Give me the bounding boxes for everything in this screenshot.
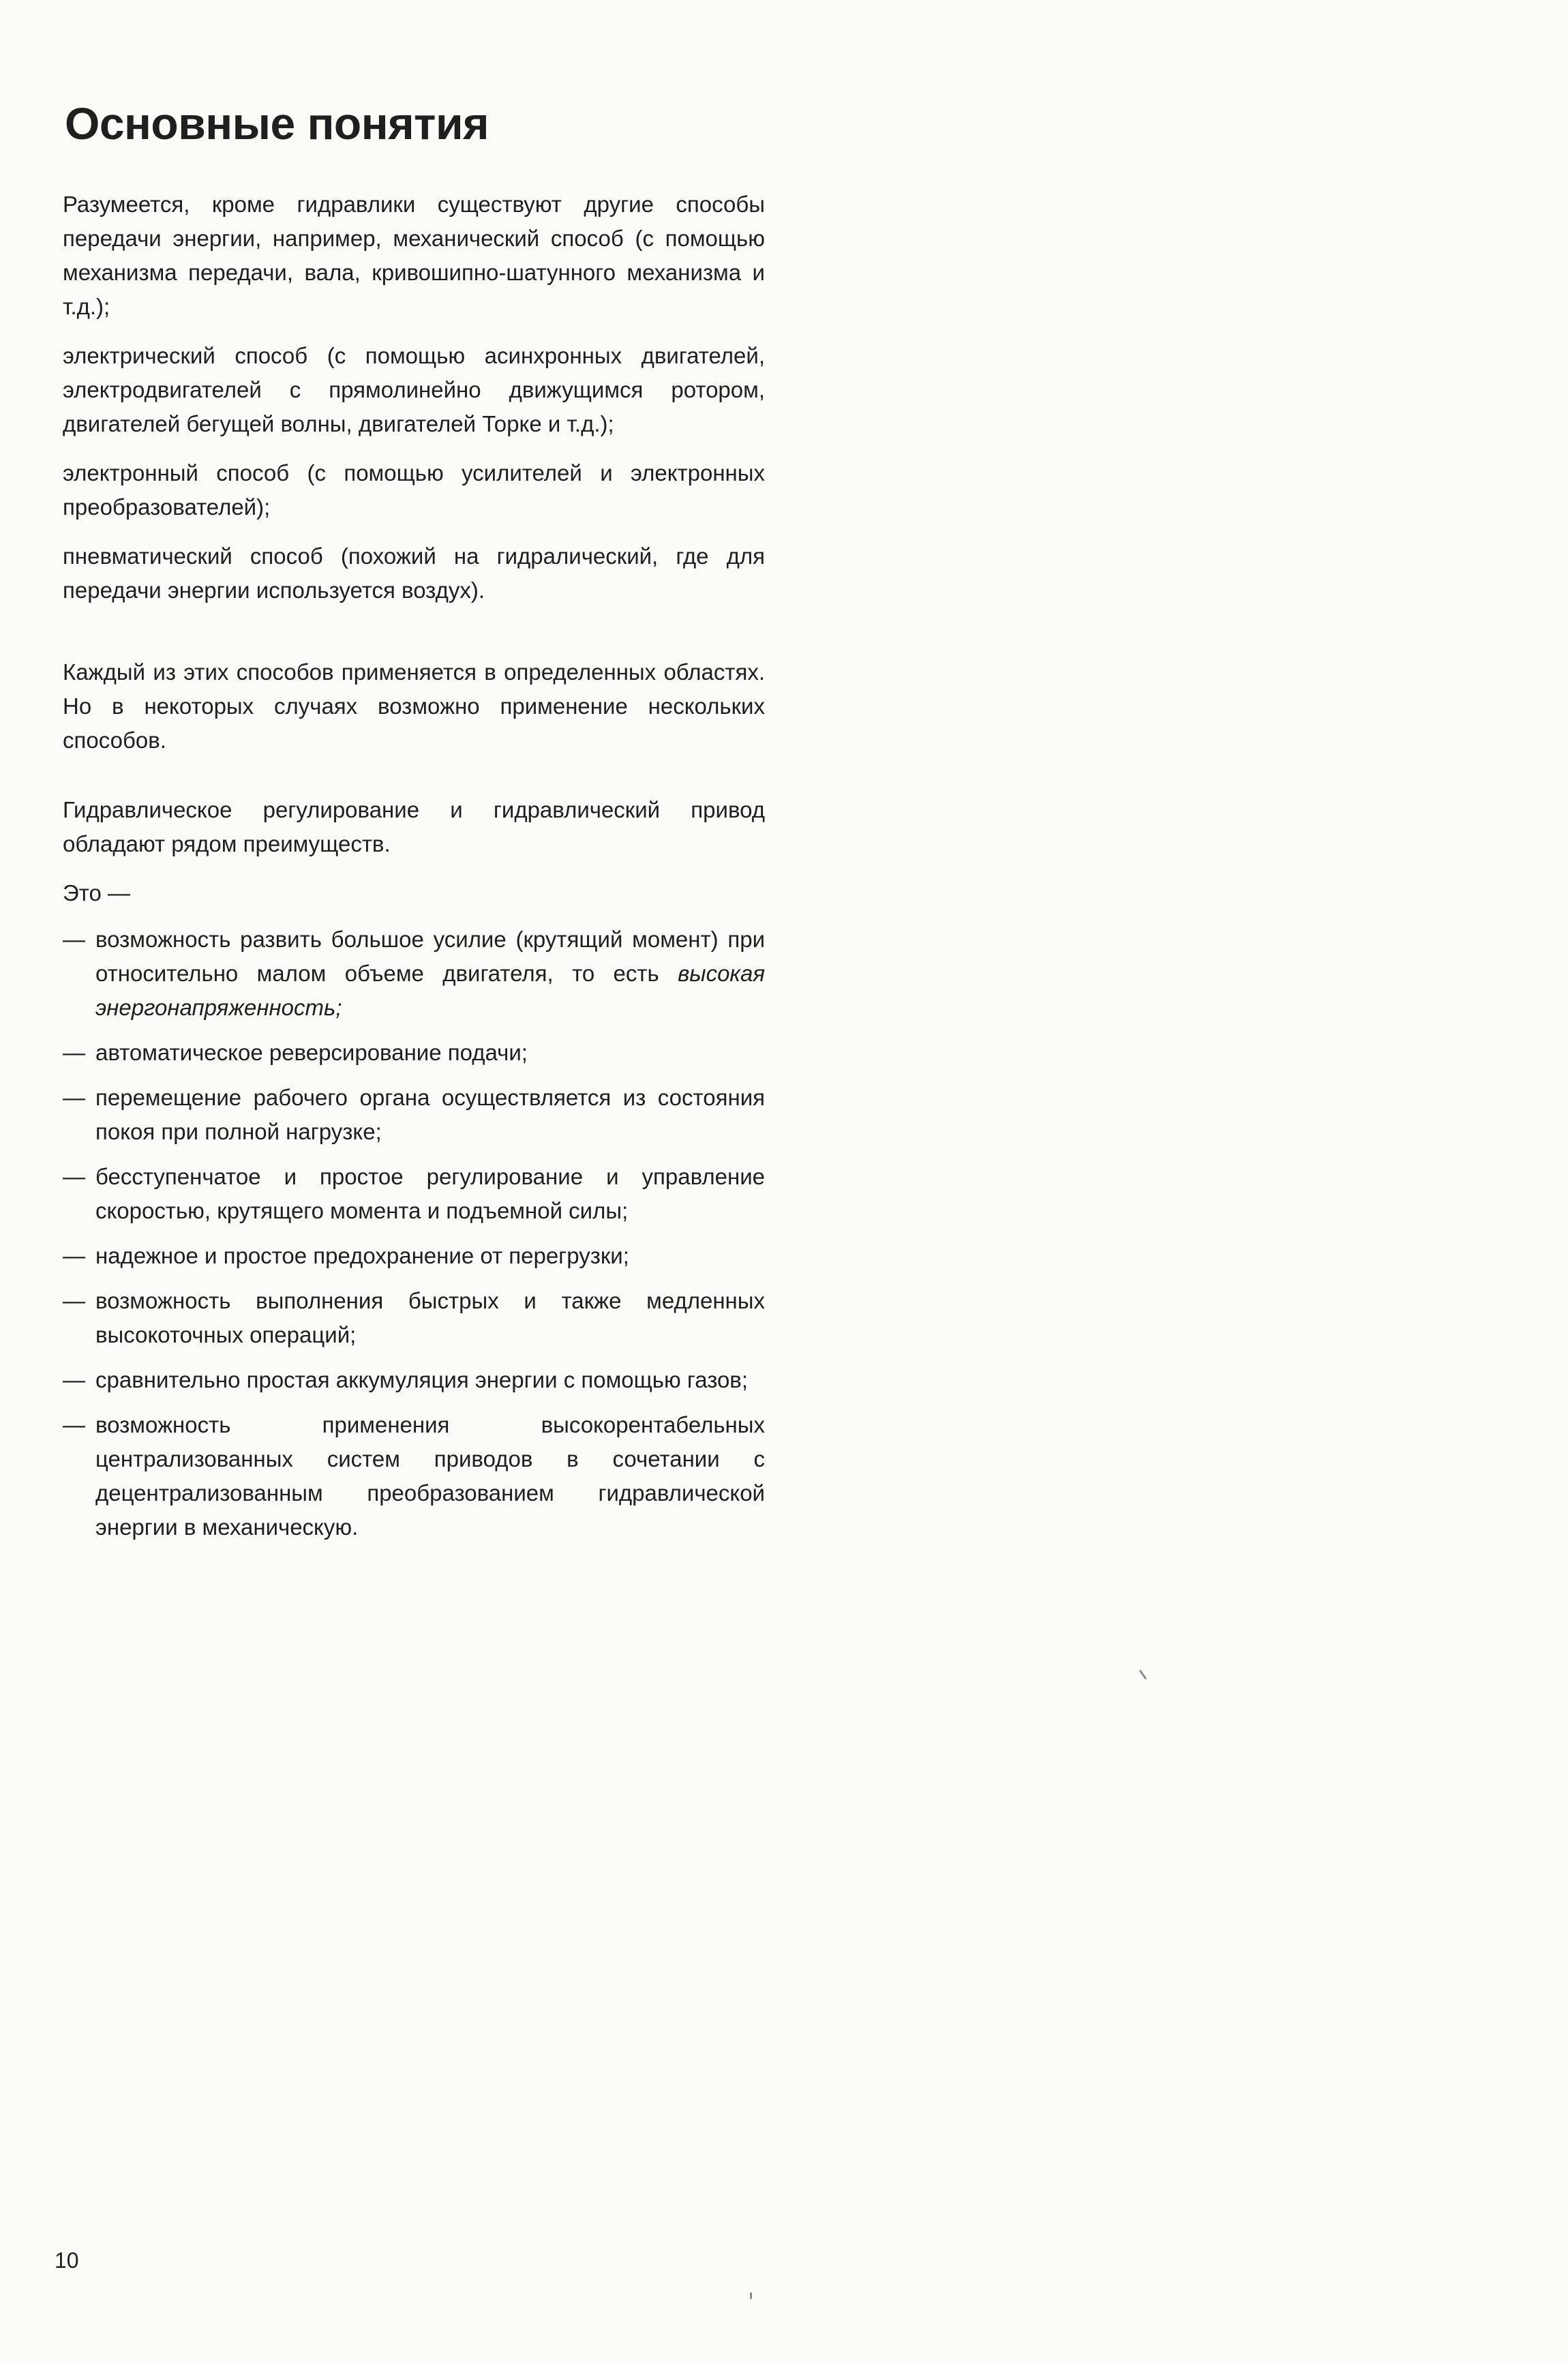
list-item-text: возможность применения высокорентабельных централизованных систем приводов в сочетании с децентрализованным преобразованием гидравлической энергии в механическую. [95, 1412, 765, 1540]
list-dash: — [63, 1367, 85, 1392]
list-item-stepless-control [63, 1160, 765, 1228]
page-number: 10 [55, 2248, 79, 2273]
scan-speck [1139, 1670, 1147, 1680]
list-item-reversing [63, 1036, 765, 1070]
list-item-energy-density [63, 923, 765, 1025]
list-dash: — [63, 1040, 85, 1065]
list-dash: — [63, 1243, 85, 1268]
list-item-text-italic: высокая энергонапряженность; [95, 961, 765, 1020]
main-content [63, 188, 765, 1555]
list-item-text [95, 923, 765, 1025]
page-title: Основные понятия [65, 98, 489, 149]
list-dash: — [63, 1288, 85, 1313]
list-item-text: перемещение рабочего органа осуществляется из состояния покоя при полной нагрузке; [95, 1085, 765, 1144]
list-item-overload-protection [63, 1239, 765, 1273]
list-dash: — [63, 1164, 85, 1189]
list-item-text: автоматическое реверсирование подачи; [95, 1040, 528, 1065]
paragraph-advantages: Гидравлическое регулирование и гидравлический привод обладают рядом преимуществ. [63, 797, 765, 856]
list-dash: — [63, 1085, 85, 1110]
paragraph-electrical: электрический способ (с помощью асинхронных двигателей, электродвигателей с прямолинейно движущимся ротором, двигателей бегущей волны, двигателей Торке и т.д.); [63, 343, 765, 436]
list-item-start-under-load [63, 1081, 765, 1149]
advantages-list [63, 923, 765, 1544]
list-item-text-regular: возможность развить большое усилие (крутящий момент) при относительно малом объеме двигателя, то есть [95, 927, 765, 986]
paragraph-electronic: электронный способ (с помощью усилителей и электронных преобразователей); [63, 460, 765, 520]
list-intro: Это — [63, 880, 130, 906]
list-item-text: бесступенчатое и простое регулирование и управление скоростью, крутящего момента и подъемной силы; [95, 1164, 765, 1223]
list-item-text: возможность выполнения быстрых и также медленных высокоточных операций; [95, 1288, 765, 1347]
paragraph-mechanical: Разумеется, кроме гидравлики существуют другие способы передачи энергии, например, механический способ (с помощью механизма передачи, вала, кривошипно-шатунного механизма и т.д.); [63, 192, 765, 319]
list-item-centralized-systems [63, 1408, 765, 1544]
list-item-text: сравнительно простая аккумуляция энергии с помощью газов; [95, 1367, 748, 1392]
list-item-text: надежное и простое предохранение от перегрузки; [95, 1243, 629, 1268]
list-dash: — [63, 927, 85, 952]
list-item-fast-and-slow-operations [63, 1284, 765, 1352]
scan-speck [750, 2292, 752, 2299]
paragraph-pneumatic: пневматический способ (похожий на гидралический, где для передачи энергии используется воздух). [63, 543, 765, 603]
list-item-energy-accumulation [63, 1363, 765, 1397]
list-dash: — [63, 1412, 85, 1437]
paragraph-application-areas: Каждый из этих способов применяется в определенных областях. Но в некоторых случаях возможно применение нескольких способов. [63, 659, 765, 753]
